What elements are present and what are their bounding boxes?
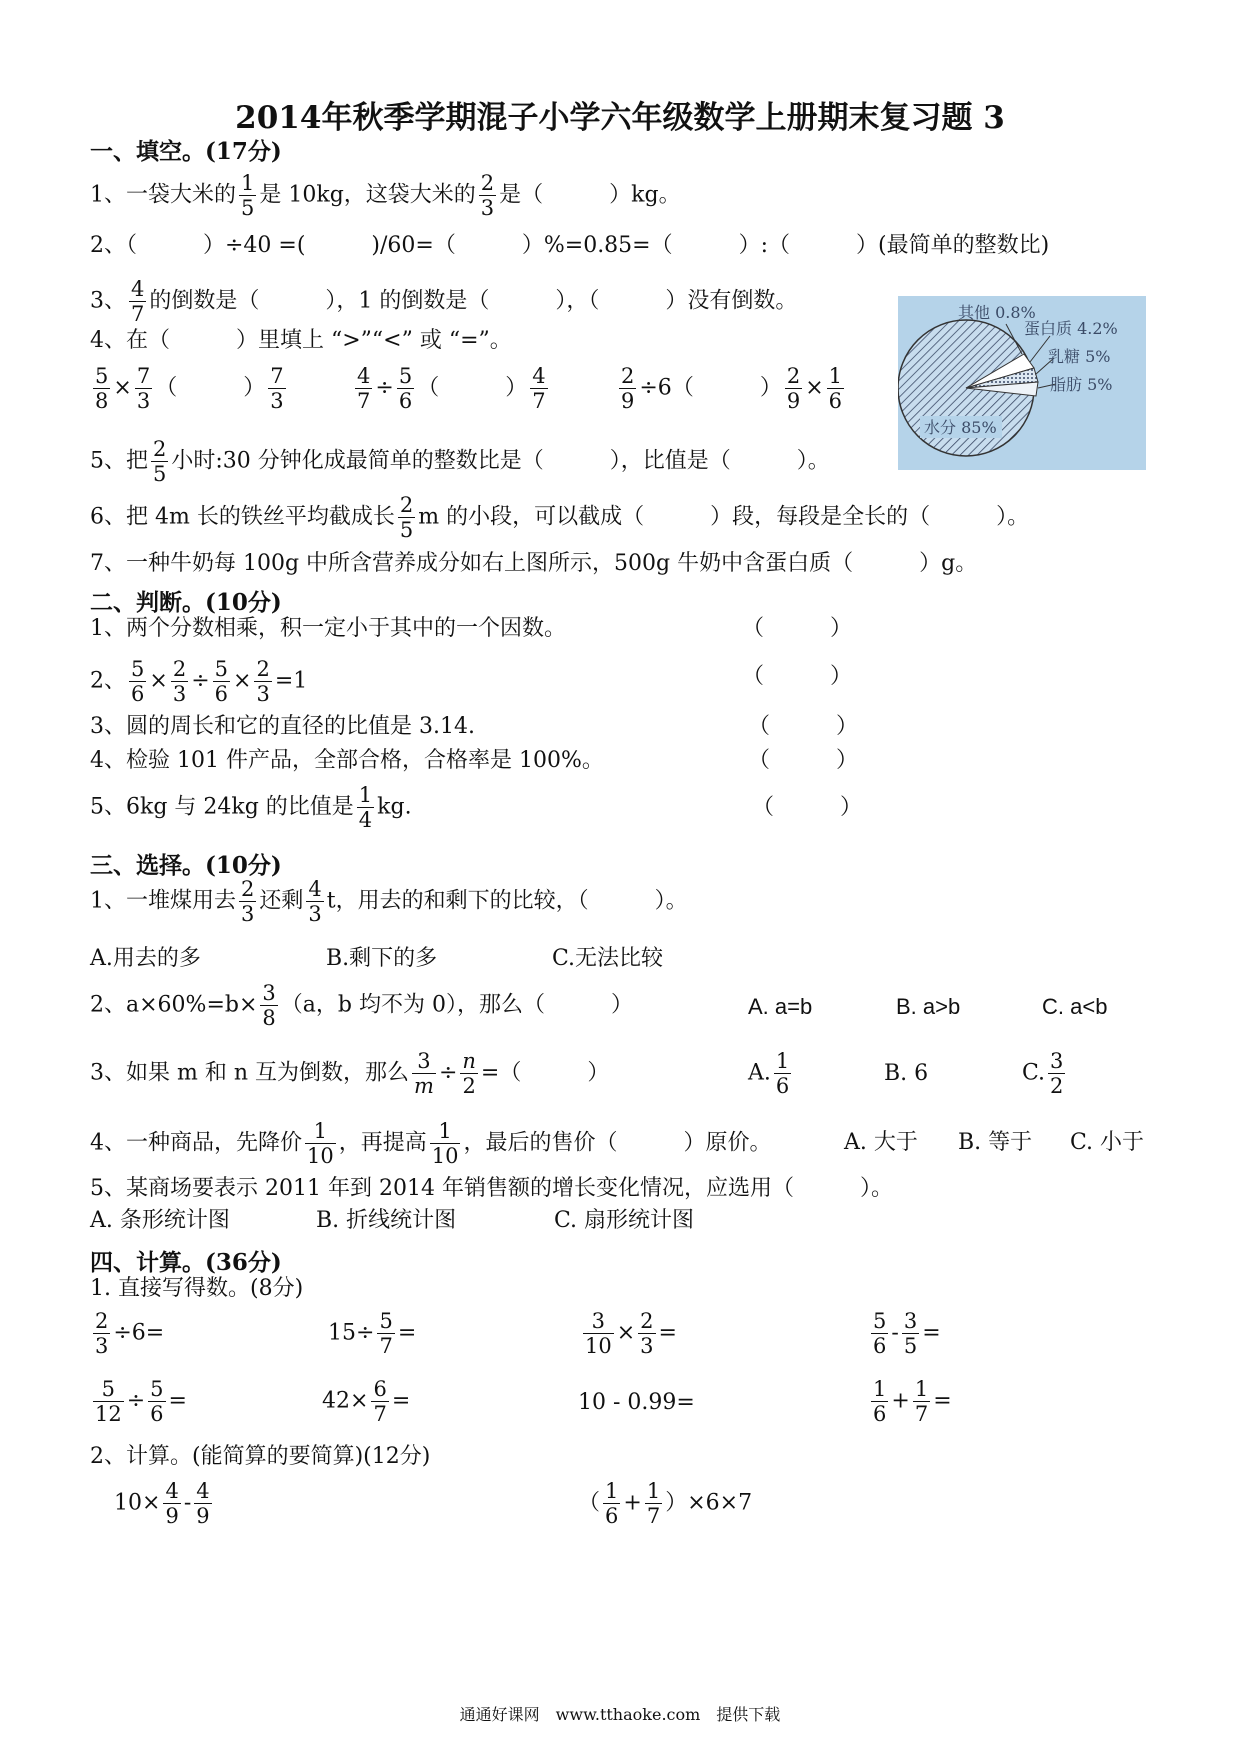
calc-sub2: 2、计算。(能简算的要简算)(12分) [90, 1444, 431, 1469]
compare-expr-2: $\frac{4}{7}$ ÷ $\frac{5}{6}$ （ ） $\frac{4}{7}$ [357, 364, 546, 414]
choice-q5-opt-c: C. 扇形统计图 [554, 1208, 695, 1233]
page-footer: 通通好课网 www.tthaoke.com 提供下载 [459, 1705, 781, 1724]
fraction: $\frac{1}{5}$ [241, 171, 255, 221]
calc-r1-c3: $\frac{3}{10}$ × $\frac{2}{3}$ = [585, 1309, 677, 1359]
pie-label-fat: 脂肪 5% [1050, 375, 1113, 394]
page-title: 2014年秋季学期混子小学六年级数学上册期末复习题 3 [235, 100, 1005, 136]
judge-q3-paren: （ ） [748, 714, 859, 739]
calc-r1-c1: $\frac{2}{3}$ ÷6= [95, 1309, 165, 1359]
calc-sub1: 1. 直接写得数。(8分) [90, 1276, 304, 1301]
fill-q7: 7、一种牛奶每 100g 中所含营养成分如右上图所示，500g 牛奶中含蛋白质（ ）g。 [90, 551, 978, 576]
fill-q4: 4、在（ ）里填上 “>”“<” 或 “=”。 [90, 328, 512, 353]
nutrition-pie-figure [898, 296, 1146, 470]
pie-leader-protein [1030, 336, 1050, 362]
choice-q4-opt-c: C. 小于 [1070, 1130, 1145, 1155]
choice-q2: 2、a×60%=b× $\frac{3}{8}$ （a，b 均不为 0），那么（ ） [90, 981, 633, 1031]
choice-q4-opt-b: B. 等于 [958, 1130, 1033, 1155]
fill-q3: 3、 $\frac{4}{7}$ 的倒数是（ ），1 的倒数是（ ），（ ）没有倒数。 [90, 277, 798, 327]
choice-q5-opt-a: A. 条形统计图 [90, 1208, 230, 1233]
calc-r2-c2: 42× $\frac{6}{7}$ = [322, 1377, 411, 1427]
calc-r1-c4: $\frac{5}{6}$ - $\frac{3}{5}$ = [873, 1309, 941, 1359]
choice-q2-opt-c: C. a<b [1042, 994, 1108, 1019]
judge-q5-paren: （ ） [752, 795, 863, 820]
fill-q2: 2、（ ）÷40 =( )/60=（ ）%=0.85=（ ）:（ ）(最简单的整数比) [90, 233, 1050, 258]
choice-q1: 1、一堆煤用去 $\frac{2}{3}$ 还剩 $\frac{4}{3}$ t，用去的和剩下的比较，（ ）。 [90, 877, 688, 927]
choice-q5-opt-b: B. 折线统计图 [316, 1208, 457, 1233]
choice-q3-opt-b: B. 6 [884, 1061, 929, 1086]
judge-q2-paren: （ ） [742, 664, 853, 689]
calc-r2-c4: $\frac{1}{6}$ + $\frac{1}{7}$ = [873, 1377, 952, 1427]
fraction: $\frac{4}{7}$ [131, 277, 145, 327]
fill-q5: 5、把 $\frac{2}{5}$ 小时:30 分钟化成最简单的整数比是（ ），比值是（ ）。 [90, 437, 830, 487]
pie-label-other: 其他 0.8% [958, 303, 1036, 322]
choice-q4: 4、一种商品，先降价 $\frac{1}{10}$ ，再提高 $\frac{1}{10}$ ，最后的售价（ ）原价。 [90, 1119, 772, 1169]
fraction: $\frac{2}{3}$ [480, 171, 495, 221]
calc-r1-c2: 15÷ $\frac{5}{7}$ = [328, 1309, 417, 1359]
calc-expr-1: 10× $\frac{4}{9}$ - $\frac{4}{9}$ [114, 1479, 210, 1529]
nutrition-pie-svg [898, 296, 1146, 470]
compare-expr-1: $\frac{5}{8}$ × $\frac{7}{3}$ （ ） $\frac{7}{3}$ [95, 364, 284, 414]
choice-q1-opt-b: B.剩下的多 [326, 946, 438, 971]
calc-r2-c3: 10 - 0.99= [578, 1390, 695, 1415]
pie-label-protein: 蛋白质 4.2% [1024, 319, 1118, 338]
choice-q3-opt-a: A. $\frac{1}{6}$ [748, 1049, 790, 1099]
choice-q2-opt-b: B. a>b [896, 994, 961, 1019]
pie-label-lactose: 乳糖 5% [1048, 347, 1111, 366]
choice-q2-opt-a: A. a=b [748, 994, 813, 1019]
judge-q4-paren: （ ） [748, 748, 859, 773]
judge-q5: 5、6kg 与 24kg 的比值是 $\frac{1}{4}$ kg. [90, 783, 412, 833]
judge-q1-paren: （ ） [742, 616, 853, 641]
pie-label-water: 水分 85% [924, 418, 997, 437]
choice-q1-opt-c: C.无法比较 [552, 946, 664, 971]
section-calc-heading: 四、计算。(36分) [90, 1249, 282, 1276]
calc-expr-2: （ $\frac{1}{6}$ + $\frac{1}{7}$ ）×6×7 [578, 1479, 753, 1529]
judge-q3: 3、圆的周长和它的直径的比值是 3.14. [90, 714, 475, 739]
judge-q1: 1、两个分数相乘，积一定小于其中的一个因数。 [90, 616, 566, 641]
judge-q2: 2、 $\frac{5}{6}$ × $\frac{2}{3}$ ÷ $\frac{5}{6}$ × $\frac{2}{3}$ =1 [90, 657, 308, 707]
choice-q3: 3、如果 m 和 n 互为倒数，那么 $\frac{3}{m}$ ÷ $\frac{n}{2}$ =（ ） [90, 1049, 610, 1099]
choice-q5: 5、某商场要表示 2011 年到 2014 年销售额的增长变化情况，应选用（ ）。 [90, 1176, 893, 1201]
choice-q4-opt-a: A. 大于 [844, 1130, 918, 1155]
section-choice-heading: 三、选择。(10分) [90, 852, 282, 879]
judge-q4: 4、检验 101 件产品，全部合格，合格率是 100%。 [90, 748, 604, 773]
section-fill-in-heading: 一、填空。(17分) [90, 138, 282, 165]
fill-q6: 6、把 4m 长的铁丝平均截成长 $\frac{2}{5}$ m 的小段，可以截成（ ）段，每段是全长的（ ）。 [90, 493, 1030, 543]
choice-q1-opt-a: A.用去的多 [90, 946, 201, 971]
compare-expr-3: $\frac{2}{9}$ ÷6（ ） $\frac{2}{9}$ × $\frac{1}{6}$ [621, 364, 843, 414]
fill-q1: 1、一袋大米的 $\frac{1}{5}$ 是 10kg，这袋大米的 $\frac{2}{3}$ 是（ ）kg。 [90, 171, 681, 221]
choice-q3-opt-c: C. $\frac{3}{2}$ [1022, 1049, 1064, 1099]
section-judge-heading: 二、判断。(10分) [90, 589, 282, 616]
calc-r2-c1: $\frac{5}{12}$ ÷ $\frac{5}{6}$ = [95, 1377, 187, 1427]
